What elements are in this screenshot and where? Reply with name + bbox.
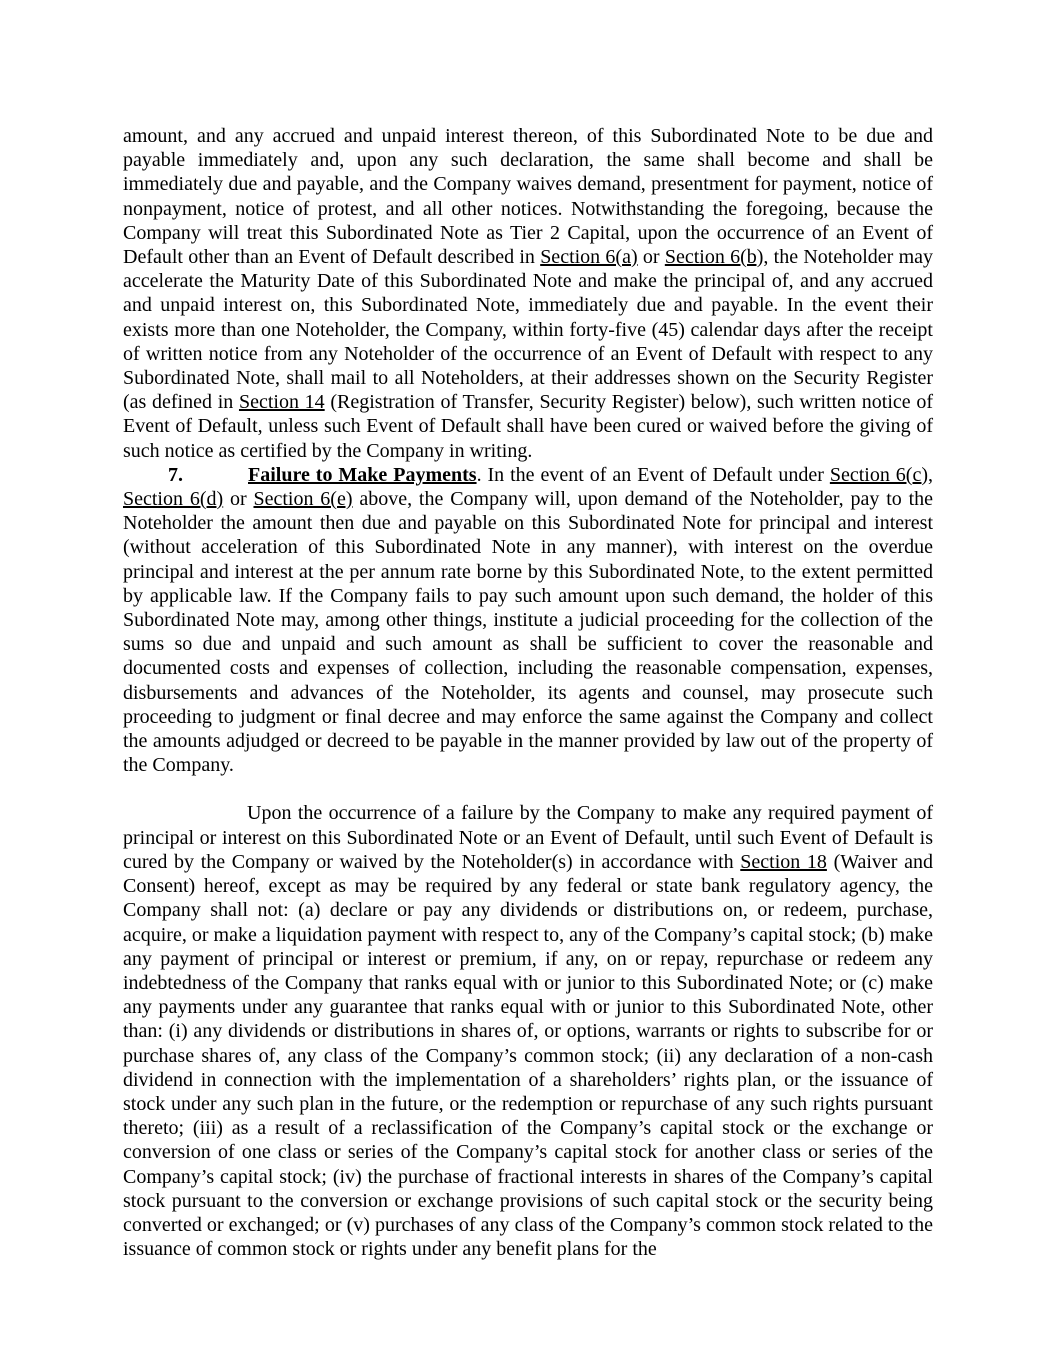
- section-reference-6b: Section 6(b),: [664, 246, 769, 269]
- body-text: (Waiver and Consent) hereof, except as may be required by any federal or state bank regulatory agency, the Company shall not: (a) declare or pay any dividends or distributions on, or redeem, purchase, acquire, or make a liquidation payment with respect to, any of the Company’s capital stock; (b) make any payment of principal or interest or premium, if any, on or repay, repurchase or redeem any indebtedness of the Company that ranks equal with or junior to this Subordinated Note; or (c) make any payments under any guarantee that ranks equal with or junior to this Subordinated Note, other than: (i) any dividends or distributions in shares of, or options, warrants or rights to subscribe for or purchase shares of, any class of the Company’s common stock; (ii) any declaration of a non-cash dividend in connection with the implementation of a shareholders’ rights plan, or the issuance of stock under any such plan in the future, or the redemption or repurchase of any such rights pursuant thereto; (iii) as a result of a reclassification of the Company’s capital stock or the exchange or conversion of one class or series of the Company’s capital stock for another class or series of the Company’s capital stock; (iv) the purchase of fractional interests in shares of the Company’s capital stock pursuant to the conversion or exchange provisions of such capital stock or the security being converted or exchanged; or (v) purchases of any class of the Company’s common stock related to the issuance of common stock or rights under any benefit plans for the: [123, 850, 933, 1261]
- body-text: Upon the occurrence of a failure by the Company to make any required payment of principal or interest on this Subordinated Note or an Event of Default, until such Event of Default is cured by the Company or waived by the Noteholder(s) in accordance with: [123, 802, 933, 873]
- section-reference-6d: Section 6(d): [123, 488, 224, 511]
- paragraph-continuation-acceleration: [123, 124, 933, 463]
- body-text: or: [637, 246, 665, 269]
- section-reference-18: Section 18: [740, 850, 827, 873]
- body-text: above, the Company will, upon demand of the Noteholder, pay to the Noteholder the amount then due and payable on this Subordinated Note for principal and interest (without acceleration of this Subordinated Note in any manner), with interest on the overdue principal and interest at the per annum rate borne by this Subordinated Note, to the extent permitted by applicable law. If the Company fails to pay such amount upon such demand, the holder of this Subordinated Note may, among other things, institute a judicial proceeding for the collection of the sums so due and unpaid and such amount as shall be sufficient to cover the reasonable and documented costs and expenses of collection, including the reasonable compensation, expenses, disbursements and advances of the Noteholder, its agents and counsel, may prosecute such proceeding to judgment or final decree and may enforce the same against the Company and collect the amounts adjudged or decreed to be payable in the manner provided by law out of the property of the Company.: [123, 488, 934, 777]
- section-reference-6e: Section 6(e): [253, 488, 353, 511]
- section-heading-failure-to-make-payments: Failure to Make Payments: [248, 463, 477, 486]
- section-reference-14: Section 14: [238, 391, 325, 414]
- body-text: the Noteholder may accelerate the Maturity Date of this Subordinated Note and make the principal of, and any accrued and unpaid interest on, this Subordinated Note, immediately due and payable. In the event their exists more than one Noteholder, the Company, within forty-five (45) calendar days after the receipt of written notice from any Noteholder of the occurrence of an Event of Default with respect to any Subordinated Note, shall mail to all Noteholders, at their addresses shown on the Security Register (as defined in: [123, 246, 934, 414]
- section-number: 7.: [168, 463, 183, 486]
- body-text: (Registration of Transfer, Security Register) below), such written notice of Event of Default, unless such Event of Default shall have been cured or waived before the giving of such notice as certified by the Company in writing.: [123, 391, 933, 462]
- body-text: or: [223, 488, 254, 511]
- paragraph-section-7: [123, 463, 933, 778]
- paragraph-payment-restrictions: [123, 801, 933, 1261]
- body-text: amount, and any accrued and unpaid interest thereon, of this Subordinated Note to be due and payable immediately and, upon any such declaration, the same shall become and shall be immediately due and payable, and the Company waives demand, presentment for payment, notice of nonpayment, notice of protest, and all other notices. Notwithstanding the foregoing, because the Company will treat this Subordinated Note as Tier 2 Capital, upon the occurrence of an Event of Default other than an Event of Default described in: [123, 125, 933, 269]
- section-reference-6a: Section 6(a): [540, 246, 638, 269]
- section-reference-6c: Section 6(c),: [829, 463, 933, 486]
- document-content: [123, 124, 933, 1261]
- body-text: . In the event of an Event of Default under: [476, 463, 830, 486]
